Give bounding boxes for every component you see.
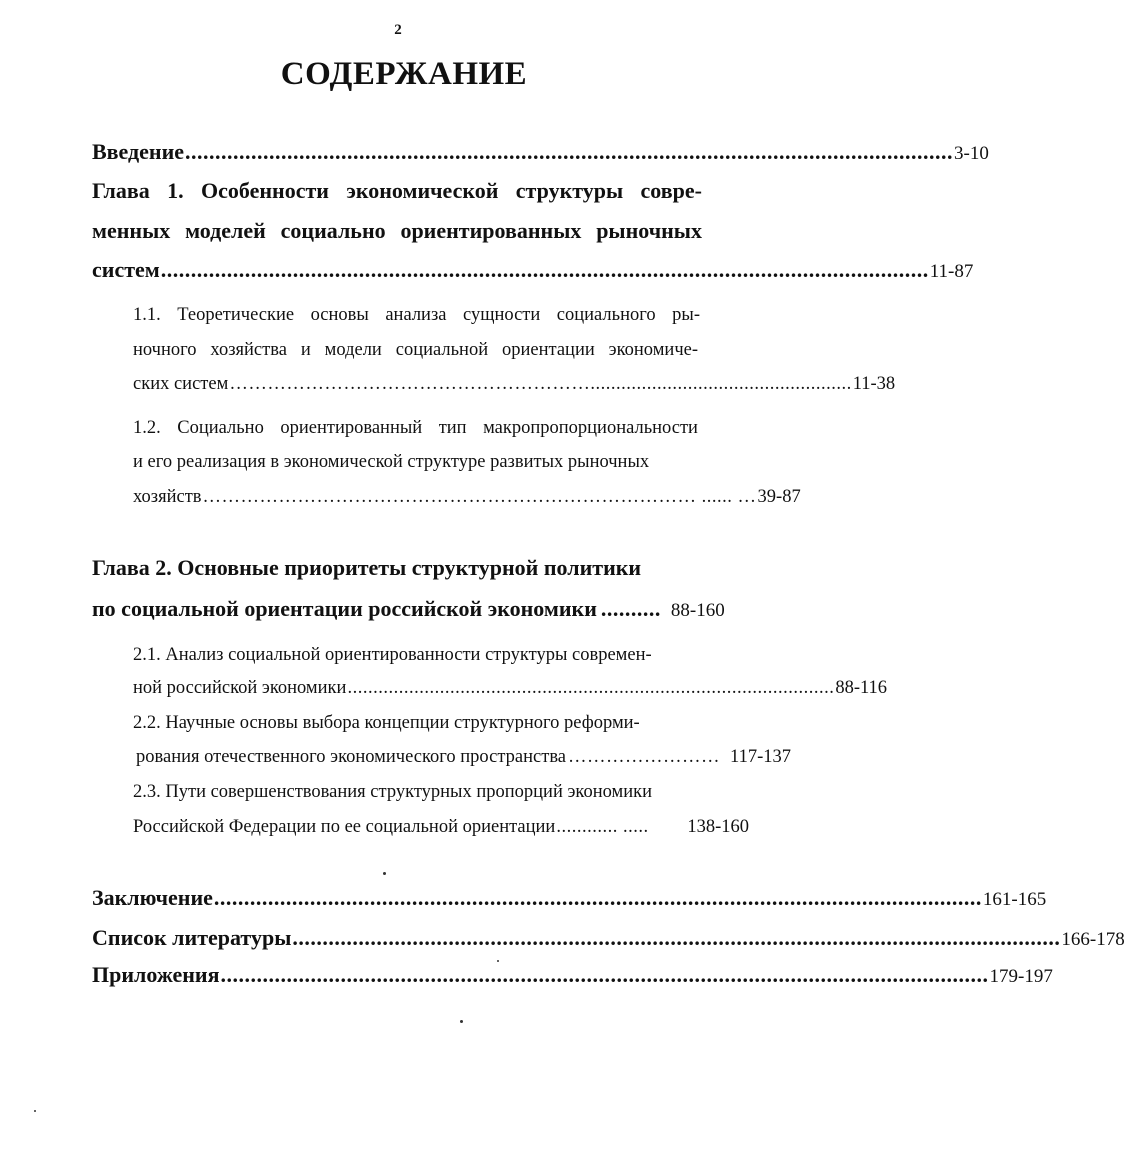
scan-speck <box>383 872 386 875</box>
word: анализа <box>385 305 447 325</box>
scan-speck <box>34 1110 36 1112</box>
toc-leader-dots: …………………… <box>568 747 721 767</box>
toc-leader-dots: .......... <box>600 596 661 621</box>
word: экономической <box>346 178 499 203</box>
word: моделей <box>185 218 266 243</box>
toc-entry-conclusion[interactable] <box>92 885 1047 911</box>
toc-entry-section-1-1[interactable] <box>133 374 896 395</box>
word: 1.1. <box>133 305 161 325</box>
chapter-1-heading-line-2 <box>92 218 702 244</box>
toc-entry-introduction[interactable] <box>92 139 989 165</box>
chapter-2-heading-line-1: Глава 2. Основные приоритеты структурной политики <box>92 555 642 580</box>
toc-pages: 166-178 <box>1061 929 1125 950</box>
toc-label: по социальной ориентации российской экономики <box>92 596 597 621</box>
section-1-1-line-1 <box>133 305 700 326</box>
word: ночного <box>133 340 197 360</box>
word: совре- <box>640 178 702 203</box>
word: 1. <box>167 178 184 203</box>
section-1-2-line-1 <box>133 418 698 439</box>
section-2-1-line-1: 2.1. Анализ социальной ориентированности структуры современ- <box>133 645 652 665</box>
toc-leader-dots: …………………………………………………................................................... <box>229 374 852 394</box>
word: 1.2. <box>133 418 161 438</box>
word: Социально <box>177 418 264 438</box>
toc-pages: 11-87 <box>929 261 974 282</box>
toc-pages: 161-165 <box>982 889 1047 910</box>
toc-leader-dots: ................................................................................................................................ <box>160 257 929 282</box>
word: экономиче- <box>608 340 698 360</box>
word: ориентации <box>502 340 595 360</box>
toc-pages: 117-137 <box>730 747 792 767</box>
toc-entry-section-1-2[interactable] <box>133 487 801 508</box>
word: Особенности <box>201 178 329 203</box>
word: социального <box>556 305 656 325</box>
toc-entry-section-2-2[interactable] <box>136 747 792 768</box>
word: тип <box>438 418 467 438</box>
toc-pages: 88-160 <box>670 600 725 621</box>
toc-label: рования отечественного экономического пространства <box>136 747 567 767</box>
word: социально <box>280 218 386 243</box>
toc-entry-bibliography[interactable] <box>92 925 1125 951</box>
section-2-3-line-1: 2.3. Пути совершенствования структурных пропорций экономики <box>133 782 653 802</box>
toc-pages: 39-87 <box>757 487 801 507</box>
toc-pages: 11-38 <box>852 374 896 394</box>
scan-speck <box>460 1020 463 1023</box>
word: социальной <box>395 340 489 360</box>
word: Теоретические <box>177 305 295 325</box>
toc-leader-dots: ............................................................................................... <box>347 678 835 698</box>
page-number: 2 <box>394 22 402 38</box>
toc-entry-chapter-1[interactable] <box>92 257 974 283</box>
toc-label: ной российской экономики <box>133 678 347 698</box>
word: ры- <box>672 305 700 325</box>
section-1-2-line-2: и его реализация в экономической структуре развитых рыночных <box>133 452 650 472</box>
word: хозяйства <box>210 340 287 360</box>
toc-entry-appendices[interactable] <box>92 962 1053 988</box>
word: структуры <box>515 178 624 203</box>
toc-label: Введение <box>92 139 185 164</box>
word: модели <box>324 340 382 360</box>
chapter-1-heading-line-1 <box>92 178 702 204</box>
toc-pages: 179-197 <box>989 966 1053 987</box>
toc-entry-section-2-1[interactable] <box>133 678 888 699</box>
toc-label: ских систем <box>133 374 229 394</box>
toc-pages: 138-160 <box>687 817 749 837</box>
word: и <box>300 340 311 360</box>
toc-label: Заключение <box>92 885 213 910</box>
toc-entry-section-2-3[interactable] <box>133 817 749 838</box>
word: макропропорциональности <box>483 418 698 438</box>
section-1-1-line-2 <box>133 340 698 361</box>
page-title: СОДЕРЖАНИЕ <box>280 56 528 92</box>
toc-pages: 88-116 <box>835 678 888 698</box>
toc-leader-dots: ................................................................................................................................ <box>185 139 954 164</box>
toc-leader-dots: ............ ..... <box>556 817 649 837</box>
toc-label: Приложения <box>92 962 220 987</box>
toc-entry-chapter-2[interactable] <box>92 596 749 622</box>
toc-pages: 3-10 <box>954 143 989 164</box>
toc-leader-dots: ................................................................................................................................ <box>292 925 1061 950</box>
toc-label: хозяйств <box>133 487 202 507</box>
word: сущности <box>463 305 541 325</box>
toc-label: Список литературы <box>92 925 292 950</box>
section-2-2-line-1: 2.2. Научные основы выбора концепции структурного реформи- <box>133 713 640 733</box>
word: менных <box>92 218 171 243</box>
toc-label: Российской Федерации по ее социальной ориентации <box>133 817 556 837</box>
toc-leader-dots: ................................................................................................................................ <box>220 962 989 987</box>
toc-leader-dots: …………………………………………………………………… ...... … <box>202 487 757 507</box>
toc-label: систем <box>92 257 160 282</box>
scan-speck <box>497 960 499 962</box>
word: рыночных <box>596 218 702 243</box>
word: ориентированных <box>400 218 582 243</box>
toc-leader-dots: ................................................................................................................................ <box>213 885 982 910</box>
word: основы <box>310 305 369 325</box>
word: ориентированный <box>280 418 423 438</box>
word: Глава <box>92 178 150 203</box>
